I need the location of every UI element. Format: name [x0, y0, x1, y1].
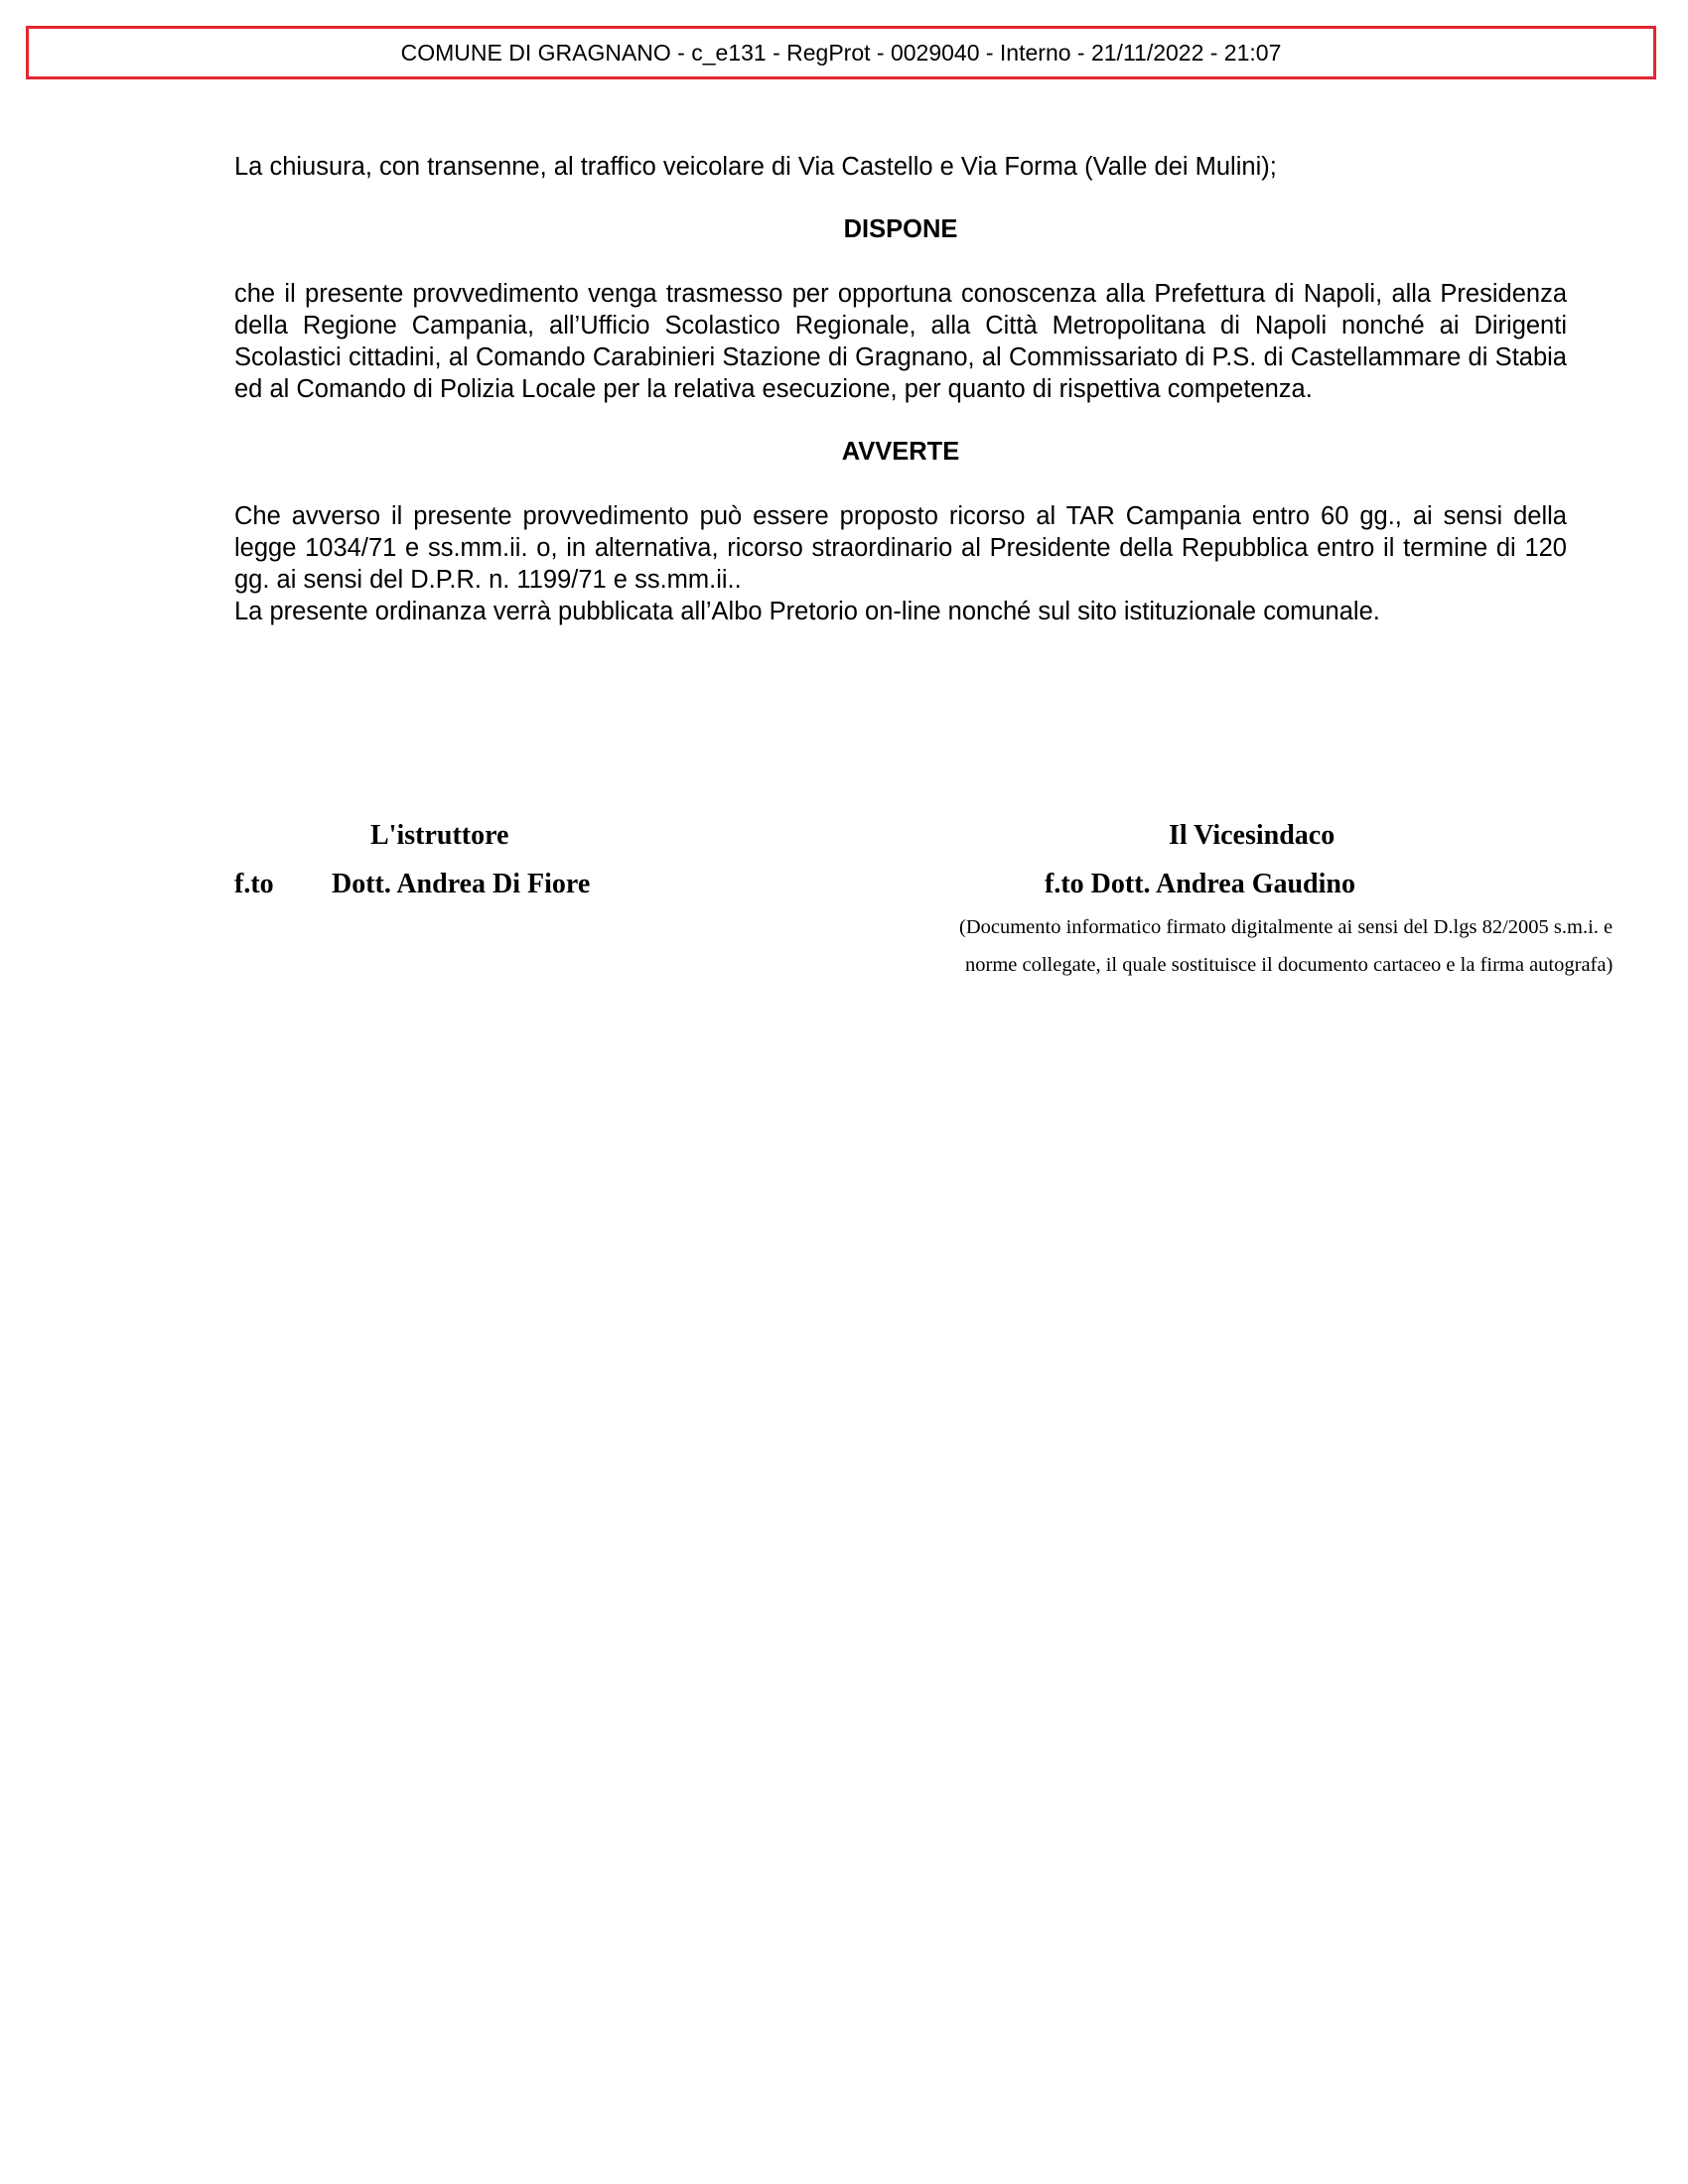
dispone-heading: DISPONE [843, 215, 958, 243]
document-body [234, 151, 1567, 627]
right-signer-name: f.to Dott. Andrea Gaudino [1045, 869, 1355, 899]
intro-paragraph: La chiusura, con transenne, al traffico veicolare di Via Castello e Via Forma (Valle dei Mulini); [234, 153, 1277, 181]
protocol-stamp [26, 26, 1656, 79]
avverte-heading: AVVERTE [841, 438, 960, 466]
right-signer-role: Il Vicesindaco [1169, 820, 1336, 851]
left-signer-prefix: f.to [234, 869, 274, 899]
digital-signature-note-line2: norme collegate, il quale sostituisce il documento cartaceo e la firma autografa) [965, 954, 1614, 976]
avverte-paragraph: Che avverso il presente provvedimento può essere proposto ricorso al TAR Campania entro 60 gg., ai sensi della legge 1034/71 e ss.mm.ii. o, in alternativa, ricorso straordinario al Presidente della Repubblica entro il termine di 120 gg. ai sensi del D.P.R. n. 1199/71 e ss.mm.ii.. [234, 502, 1567, 594]
protocol-stamp-text: COMUNE DI GRAGNANO - c_e131 - RegProt - 0029040 - Interno - 21/11/2022 - 21:07 [400, 39, 1282, 66]
left-signer-name: Dott. Andrea Di Fiore [332, 869, 591, 899]
dispone-paragraph: che il presente provvedimento venga trasmesso per opportuna conoscenza alla Prefettura di Napoli, alla Presidenza della Regione Campania, all’Ufficio Scolastico Regionale, alla Città Metropolitana di Napoli nonché ai Dirigenti Scolastici cittadini, al Comando Carabinieri Stazione di Gragnano, al Commissariato di P.S. di Castellammare di Stabia ed al Comando di Polizia Locale per la relativa esecuzione, per quanto di rispettiva competenza. [234, 280, 1567, 403]
digital-signature-note-line1: (Documento informatico firmato digitalmente ai sensi del D.lgs 82/2005 s.m.i. e [959, 916, 1614, 938]
publication-paragraph: La presente ordinanza verrà pubblicata all’Albo Pretorio on-line nonché sul sito istituzionale comunale. [234, 598, 1380, 625]
left-signer-role: L'istruttore [370, 820, 509, 851]
